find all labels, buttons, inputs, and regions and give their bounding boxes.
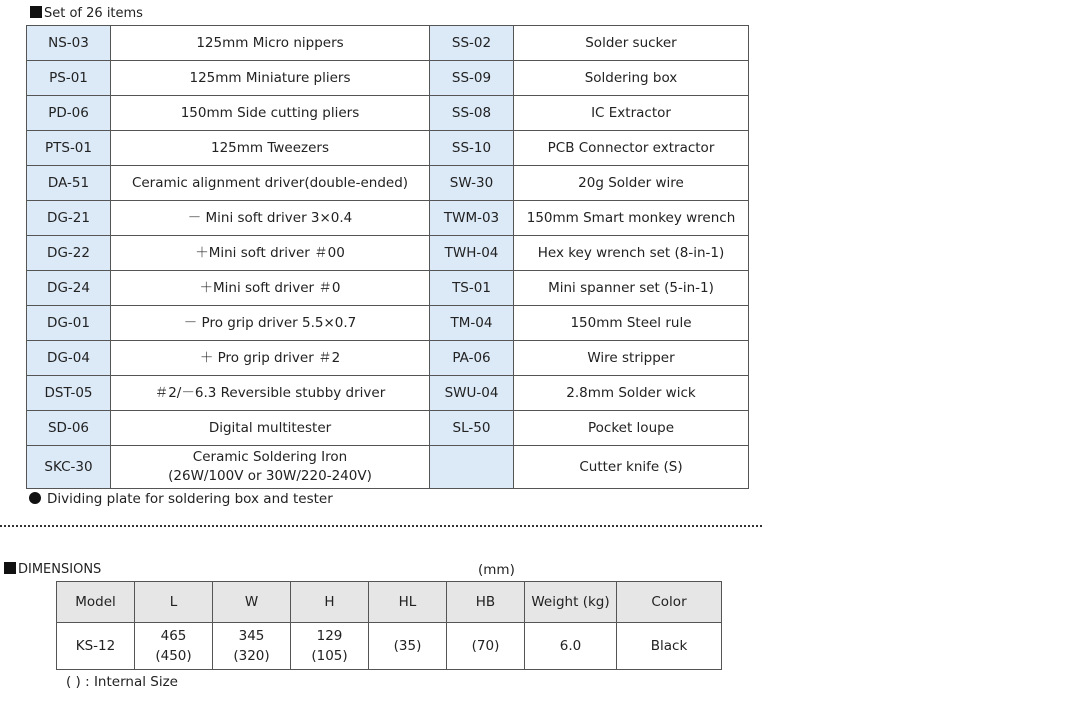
item-description: － Mini soft driver 3×0.4: [111, 201, 430, 236]
header-weight: Weight (kg): [525, 582, 617, 623]
header-h: H: [291, 582, 369, 623]
header-hl: HL: [369, 582, 447, 623]
item-description: Solder sucker: [514, 26, 749, 61]
set-heading: [30, 6, 143, 21]
item-code: DG-24: [27, 271, 111, 306]
item-row: [27, 306, 749, 341]
item-row: [27, 236, 749, 271]
item-code: TWM-03: [430, 201, 514, 236]
cell-h-outer: 129: [316, 628, 343, 644]
item-code: SWU-04: [430, 376, 514, 411]
item-code: NS-03: [27, 26, 111, 61]
cell-l-outer: 465: [160, 628, 187, 644]
item-row: [27, 201, 749, 236]
item-description: Mini spanner set (5-in-1): [514, 271, 749, 306]
item-description: 150mm Steel rule: [514, 306, 749, 341]
dividing-plate-note: [29, 491, 333, 507]
item-description: 150mm Side cutting pliers: [111, 96, 430, 131]
item-code: PD-06: [27, 96, 111, 131]
cell-color: Black: [617, 623, 722, 670]
item-code: SKC-30: [27, 446, 111, 489]
item-code: DA-51: [27, 166, 111, 201]
item-row: [27, 376, 749, 411]
cell-model: KS-12: [57, 623, 135, 670]
item-row: [27, 96, 749, 131]
item-code: TS-01: [430, 271, 514, 306]
item-description: ＃2/－6.3 Reversible stubby driver: [111, 376, 430, 411]
item-description: 150mm Smart monkey wrench: [514, 201, 749, 236]
item-code: PS-01: [27, 61, 111, 96]
cell-h: [291, 623, 369, 670]
cell-h-internal: (105): [311, 648, 348, 664]
item-code: TM-04: [430, 306, 514, 341]
item-code: TWH-04: [430, 236, 514, 271]
item-code: SD-06: [27, 411, 111, 446]
item-row: [27, 411, 749, 446]
item-description: 2.8mm Solder wick: [514, 376, 749, 411]
item-row: [27, 446, 749, 489]
item-code: DG-22: [27, 236, 111, 271]
unit-note: (mm): [478, 562, 515, 578]
cell-w: [213, 623, 291, 670]
item-code: DG-01: [27, 306, 111, 341]
item-row: [27, 26, 749, 61]
item-code: SS-09: [430, 61, 514, 96]
dividing-plate-note-text: Dividing plate for soldering box and tester: [47, 491, 333, 507]
item-row: [27, 341, 749, 376]
item-description: Pocket loupe: [514, 411, 749, 446]
item-description: Cutter knife (S): [514, 446, 749, 489]
item-code: PA-06: [430, 341, 514, 376]
item-description: ＋ Pro grip driver ＃2: [111, 341, 430, 376]
item-row: [27, 166, 749, 201]
dimensions-data-row: [57, 623, 722, 670]
items-table-body: [27, 26, 749, 489]
cell-w-outer: 345: [238, 628, 265, 644]
item-row: [27, 131, 749, 166]
item-description: 125mm Tweezers: [111, 131, 430, 166]
item-description: Wire stripper: [514, 341, 749, 376]
item-description: － Pro grip driver 5.5×0.7: [111, 306, 430, 341]
item-code: SS-10: [430, 131, 514, 166]
cell-w-internal: (320): [233, 648, 270, 664]
internal-size-note: ( ) : Internal Size: [66, 674, 178, 690]
cell-l: [135, 623, 213, 670]
header-hb: HB: [447, 582, 525, 623]
item-code: SS-02: [430, 26, 514, 61]
item-description: ＋Mini soft driver ＃00: [111, 236, 430, 271]
cell-weight: 6.0: [525, 623, 617, 670]
square-bullet-icon: [4, 562, 16, 574]
item-code: PTS-01: [27, 131, 111, 166]
item-code: SW-30: [430, 166, 514, 201]
header-l: L: [135, 582, 213, 623]
circle-bullet-icon: [29, 492, 41, 504]
header-model: Model: [57, 582, 135, 623]
dimensions-header-row: [57, 582, 722, 623]
item-description: ＋Mini soft driver ＃0: [111, 271, 430, 306]
item-row: [27, 61, 749, 96]
item-description: IC Extractor: [514, 96, 749, 131]
item-description-line: (26W/100V or 30W/220-240V): [168, 468, 372, 484]
dimensions-table: [56, 581, 722, 670]
header-w: W: [213, 582, 291, 623]
dimensions-heading: [4, 562, 101, 577]
dimensions-heading-text: DIMENSIONS: [18, 562, 102, 577]
item-description: Soldering box: [514, 61, 749, 96]
set-heading-text: Set of 26 items: [44, 6, 143, 21]
item-code-empty: [430, 446, 514, 489]
item-description: 125mm Miniature pliers: [111, 61, 430, 96]
item-row: [27, 271, 749, 306]
item-code: DG-21: [27, 201, 111, 236]
items-table: [26, 25, 749, 489]
item-code: SS-08: [430, 96, 514, 131]
item-description: 20g Solder wire: [514, 166, 749, 201]
item-description: [111, 446, 430, 489]
item-code: SL-50: [430, 411, 514, 446]
cell-hb: (70): [447, 623, 525, 670]
item-description-line: Ceramic Soldering Iron: [192, 449, 348, 465]
item-code: DG-04: [27, 341, 111, 376]
square-bullet-icon: [30, 6, 42, 18]
cell-hl: (35): [369, 623, 447, 670]
item-code: DST-05: [27, 376, 111, 411]
item-description: Digital multitester: [111, 411, 430, 446]
header-color: Color: [617, 582, 722, 623]
dotted-divider: [0, 525, 762, 527]
item-description: 125mm Micro nippers: [111, 26, 430, 61]
item-description: Hex key wrench set (8-in-1): [514, 236, 749, 271]
item-description: Ceramic alignment driver(double-ended): [111, 166, 430, 201]
cell-l-internal: (450): [155, 648, 192, 664]
item-description: PCB Connector extractor: [514, 131, 749, 166]
